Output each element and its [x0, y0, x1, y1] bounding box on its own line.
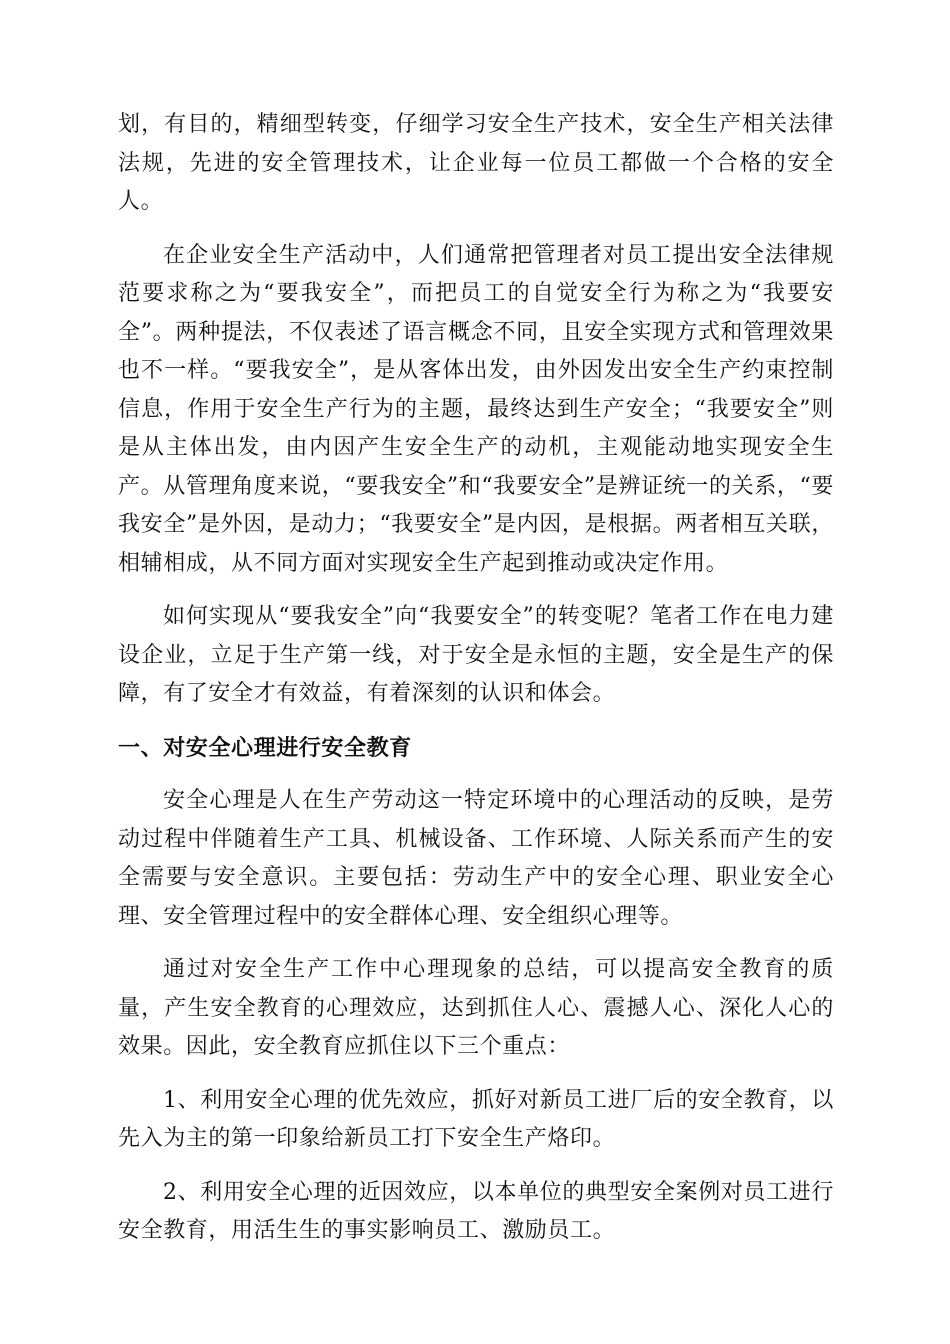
numbered-point: 2、利用安全心理的近因效应，以本单位的典型安全案例对员工进行安全教育，用活生生的事实影响员工、激励员工。 — [118, 1179, 834, 1243]
body-paragraph: 在企业安全生产活动中，人们通常把管理者对员工提出安全法律规范要求称之为“要我安全”，而把员工的自觉安全行为称之为“我要安全”。两种提法，不仅表述了语言概念不同，且安全实现方式和管理效果也不一样。“要我安全”，是从客体出发，由外因发出安全生产约束控制信息，作用于安全生产行为的主题，最终达到生产安全；“我要安全”则是从主体出发，由内因产生安全生产的动机，主观能动地实现安全生产。从管理角度来说，“要我安全”和“我要安全”是辨证统一的关系，“要我安全”是外因，是动力；“我要安全”是内因，是根据。两者相互关联，相辅相成，从不同方面对实现安全生产起到推动或决定作用。 — [118, 242, 834, 576]
body-paragraph: 如何实现从“要我安全”向“我要安全”的转变呢？笔者工作在电力建设企业，立足于生产第一线，对于安全是永恒的主题，安全是生产的保障，有了安全才有效益，有着深刻的认识和体会。 — [118, 604, 834, 706]
section-paragraph: 安全心理是人在生产劳动这一特定环境中的心理活动的反映，是劳动过程中伴随着生产工具、机械设备、工作环境、人际关系而产生的安全需要与安全意识。主要包括：劳动生产中的安全心理、职业安全心理、安全管理过程中的安全群体心理、安全组织心理等。 — [118, 788, 834, 929]
section-heading: 一、对安全心理进行安全教育 — [118, 734, 412, 761]
section-paragraph: 通过对安全生产工作中心理现象的总结，可以提高安全教育的质量，产生安全教育的心理效应，达到抓住人心、震撼人心、深化人心的效果。因此，安全教育应抓住以下三个重点： — [118, 957, 834, 1059]
document-page — [118, 106, 834, 1251]
continuation-paragraph: 划，有目的，精细型转变，仔细学习安全生产技术，安全生产相关法律法规，先进的安全管理技术，让企业每一位员工都做一个合格的安全人。 — [118, 112, 834, 214]
numbered-point: 1、利用安全心理的优先效应，抓好对新员工进厂后的安全教育，以先入为主的第一印象给新员工打下安全生产烙印。 — [118, 1087, 834, 1151]
